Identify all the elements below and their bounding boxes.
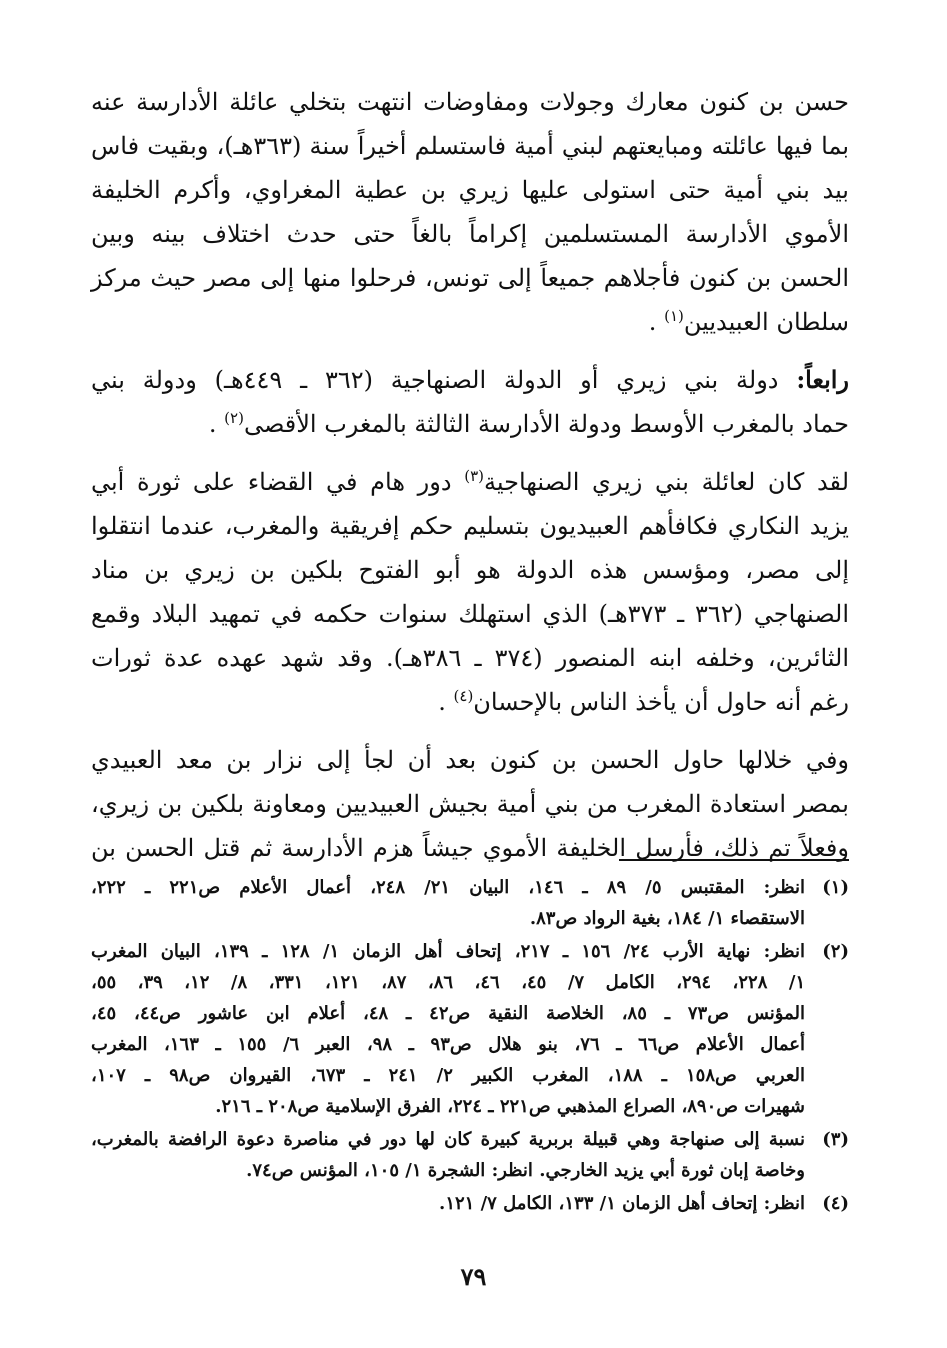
page-number: ٧٩ xyxy=(460,1262,487,1291)
footnote-body xyxy=(91,1124,805,1186)
footnote-line: العربي ص١٥٨ ـ ١٨٨، المغرب الكبير ٢/ ٢٤١ ـ ٦٧٣، القيروان ص٩٨ ـ ١٠٧، xyxy=(91,1065,805,1086)
footnote-line: المؤنس ص٧٣ ـ ٨٥، الخلاصة النقية ص٤٢ ـ ٤٨، أعلام ابن عاشور ص٤٤، ٤٥، xyxy=(91,1003,805,1024)
footnote-body xyxy=(91,872,805,934)
text-line: حسن بن كنون معارك وجولات ومفاوضات انتهت بتخلي عائلة الأدارسة عنه xyxy=(91,88,849,116)
footnote-separator xyxy=(619,859,849,861)
text-line: بمصر استعادة المغرب من بني أمية بجيش العبيديين ومعاونة بلكين بن زيري، xyxy=(91,790,849,818)
text-line: وفي خلالها حاول الحسن بن كنون بعد أن لجأ إلى نزار بن معد العبيدي xyxy=(91,746,849,774)
text-segment: رغم أنه حاول أن يأخذ الناس بالإحسان xyxy=(473,688,849,716)
footnote-line: شهيرات ص٨٩٠، الصراع المذهبي ص٢٢١ ـ ٢٢٤، الفرق الإسلامية ص٢٠٨ ـ ٢١٦. xyxy=(215,1096,805,1117)
footnote-line: وخاصة إبان ثورة أبي يزيد الخارجي. انظر: الشجرة ١/ ١٠٥، المؤنس ص٧٤. xyxy=(246,1160,805,1181)
text-segment: سلطان العبيديين xyxy=(683,308,849,336)
text-segment: . xyxy=(208,410,217,438)
text-line xyxy=(91,402,849,446)
footnote-ref[interactable]: (٤) xyxy=(453,687,474,705)
footnote-line: انظر: إتحاف أهل الزمان ١/ ١٣٣، الكامل ٧/ ١٢١. xyxy=(439,1193,805,1214)
text-line xyxy=(91,460,849,504)
text-line: الصنهاجي (٣٦٢ ـ ٣٧٣هـ) الذي استهلك سنوات حكمه في تمهيد البلاد وقمع xyxy=(91,600,850,628)
paragraph-3 xyxy=(91,460,849,724)
footnote-number: (٣) xyxy=(822,1129,849,1150)
text-line xyxy=(91,358,849,402)
text-segment: لقد كان لعائلة بني زيري الصنهاجية xyxy=(484,468,850,496)
text-line xyxy=(91,300,849,344)
footnote-3 xyxy=(91,1124,849,1186)
footnote-line: انظر: المقتبس ٥/ ٨٩ ـ ١٤٦، البيان ٢١/ ٢٤٨، أعمال الأعلام ص٢٢١ ـ ٢٢٢، xyxy=(91,877,806,898)
paragraph-1 xyxy=(91,80,849,344)
footnote-line: أعمال الأعلام ص٦٦ ـ ٧٦، بنو هلال ص٩٣ ـ ٩٨، العبر ٦/ ١٥٥ ـ ١٦٣، المغرب xyxy=(91,1034,806,1055)
footnote-body xyxy=(91,936,805,1122)
text-line: إلى مصر، ومؤسس هذه الدولة هو أبو الفتوح بلكين بن زيري بن مناد xyxy=(91,556,849,584)
footnote-line: الاستقصاء ١/ ١٨٤، بغية الرواد ص٨٣. xyxy=(529,908,805,929)
paragraph-4 xyxy=(91,738,849,870)
footnote-2 xyxy=(91,936,849,1122)
footnote-1 xyxy=(91,872,849,934)
text-line: بيد بني أمية حتى استولى عليها زيري بن عطية المغراوي، وأكرم الخليفة xyxy=(91,176,849,204)
text-segment: دور هام في القضاء على ثورة أبي xyxy=(91,468,465,496)
footnote-4 xyxy=(91,1188,849,1219)
text-line xyxy=(91,680,849,724)
paragraph-2 xyxy=(91,358,849,446)
text-line: وفعلاً تم ذلك، فأرسل الخليفة الأموي جيشاً هزم الأدارسة ثم قتل الحسن بن xyxy=(91,834,849,862)
text-line: الأموي الأدارسة المستسلمين إكراماً بالغاً حتى حدث اختلاف بينه وبين xyxy=(91,220,849,248)
text-line: يزيد النكاري فكافأهم العبيديون بتسليم حكم إفريقية والمغرب، عندما انتقلوا xyxy=(91,512,849,540)
footnote-number: (٤) xyxy=(822,1193,849,1214)
main-text xyxy=(91,80,849,884)
footnote-ref[interactable]: (١) xyxy=(664,307,684,325)
text-line: الحسن بن كنون فأجلاهم جميعاً إلى تونس، فرحلوا منها إلى مصر حيث مركز xyxy=(91,264,849,292)
text-segment: . xyxy=(438,688,446,716)
footnote-body xyxy=(91,1188,805,1219)
text-segment: . xyxy=(648,308,657,336)
text-segment: دولة بني زيري أو الدولة الصنهاجية (٣٦٢ ـ ٤٤٩هـ) ودولة بني xyxy=(91,366,779,394)
section-lead: رابعاً: xyxy=(796,365,849,394)
footnote-line: انظر: نهاية الأرب ٢٤/ ١٥٦ ـ ٢١٧، إتحاف أهل الزمان ١/ ١٢٨ ـ ١٣٩، البيان المغرب xyxy=(91,941,805,962)
footnote-number: (١) xyxy=(822,877,849,898)
text-segment: حماد بالمغرب الأوسط ودولة الأدارسة الثالثة بالمغرب الأقصى xyxy=(243,410,849,438)
footnote-ref[interactable]: (٣) xyxy=(464,467,484,485)
footnote-line: نسبة إلى صنهاجة وهي قبيلة بربرية كبيرة كان لها دور في مناصرة دعوة الرافضة بالمغرب، xyxy=(91,1129,805,1150)
footnote-number: (٢) xyxy=(822,941,849,962)
text-line: الثائرين، وخلفه ابنه المنصور (٣٧٤ ـ ٣٨٦هـ). وقد شهد عهده عدة ثورات xyxy=(91,644,849,672)
footnote-line: ١/ ٢٢٨، ٢٩٤، الكامل ٧/ ٤٥، ٤٦، ٨٦، ٨٧، ١٢١، ٣٣١، ٨/ ١٢، ٣٩، ٥٥، xyxy=(91,972,806,993)
text-line: بما فيها عائلته ومبايعتهم لبني أمية فاستسلم أخيراً سنة (٣٦٣هـ)، وبقيت فاس xyxy=(91,132,850,160)
footnote-ref[interactable]: (٢) xyxy=(224,409,244,427)
footnotes xyxy=(91,872,849,1221)
